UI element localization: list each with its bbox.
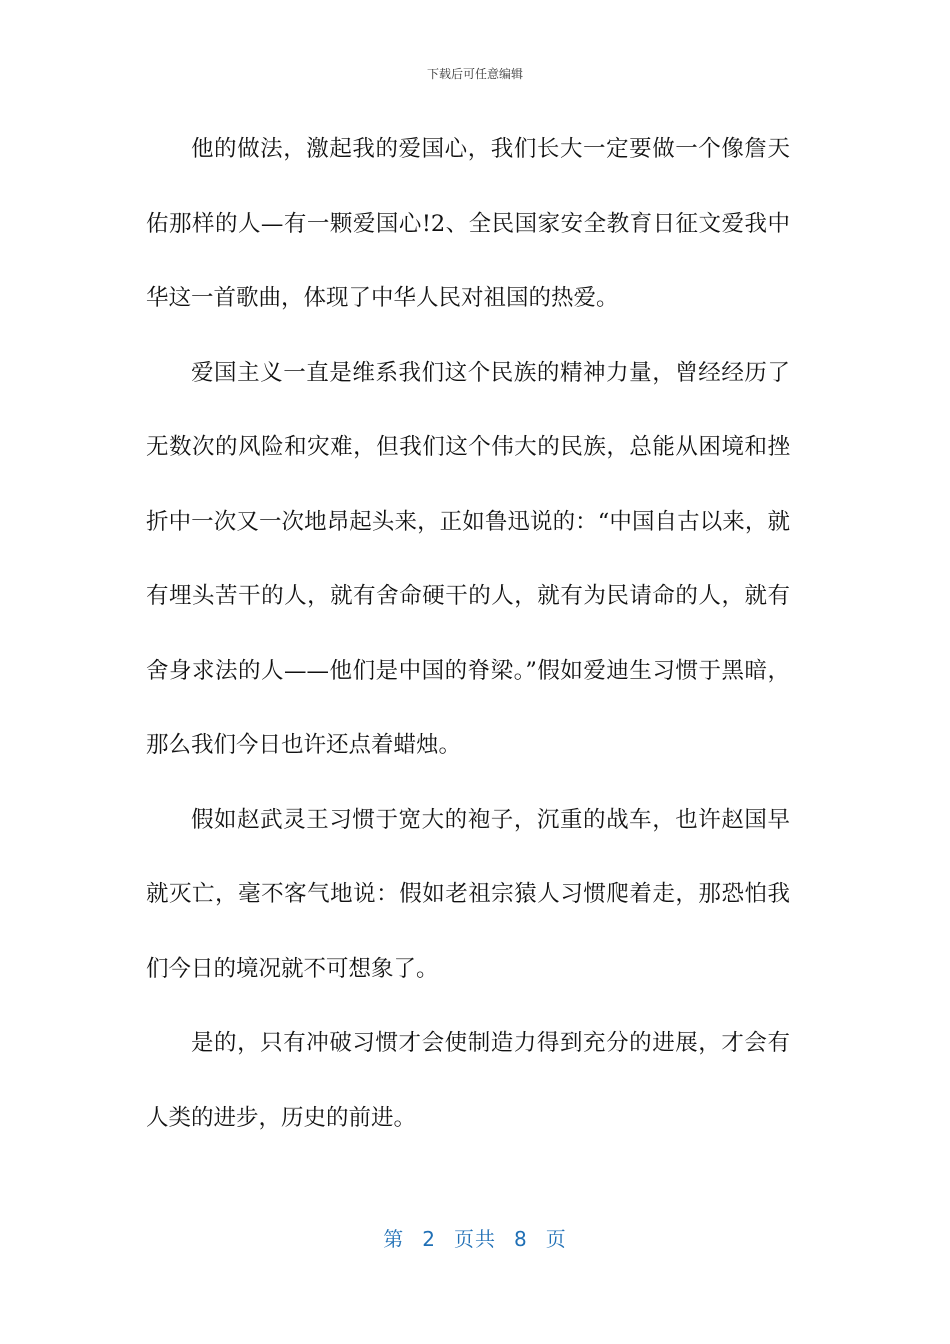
paragraph-4: 是的，只有冲破习惯才会使制造力得到充分的进展，才会有人类的进步，历史的前进。 [146, 1030, 790, 1131]
paragraph-2: 爱国主义一直是维系我们这个民族的精神力量，曾经经历了无数次的风险和灾难，但我们这个伟大的民族，总能从困境和挫折中一次又一次地昂起头来，正如鲁迅说的：“中国自古以来，就有埋头苦干的人，就有舍命硬干的人，就有为民请命的人，就有舍身求法的人——他们是中国的脊梁。”假如爱迪生习惯于黑暗，那么我们今日也许还点着蜡烛。 [146, 359, 790, 758]
footer-middle: 页共 [454, 1227, 496, 1251]
page-footer [0, 1226, 950, 1252]
document-body [146, 112, 790, 1155]
page-header [0, 66, 950, 82]
footer-total-pages: 8 [514, 1227, 528, 1251]
paragraph-1: 他的做法，激起我的爱国心，我们长大一定要做一个像詹天佑那样的人—有一颗爱国心!2、全民国家安全教育日征文爱我中华这一首歌曲，体现了中华人民对祖国的热爱。 [146, 136, 790, 311]
paragraph-3: 假如赵武灵王习惯于宽大的袍子，沉重的战车，也许赵国早就灭亡，毫不客气地说：假如老祖宗猿人习惯爬着走，那恐怕我们今日的境况就不可想象了。 [146, 806, 790, 982]
footer-current-page: 2 [422, 1227, 436, 1251]
header-note: 下载后可任意编辑 [426, 67, 523, 81]
footer-suffix: 页 [545, 1227, 567, 1251]
footer-prefix: 第 [383, 1227, 405, 1251]
